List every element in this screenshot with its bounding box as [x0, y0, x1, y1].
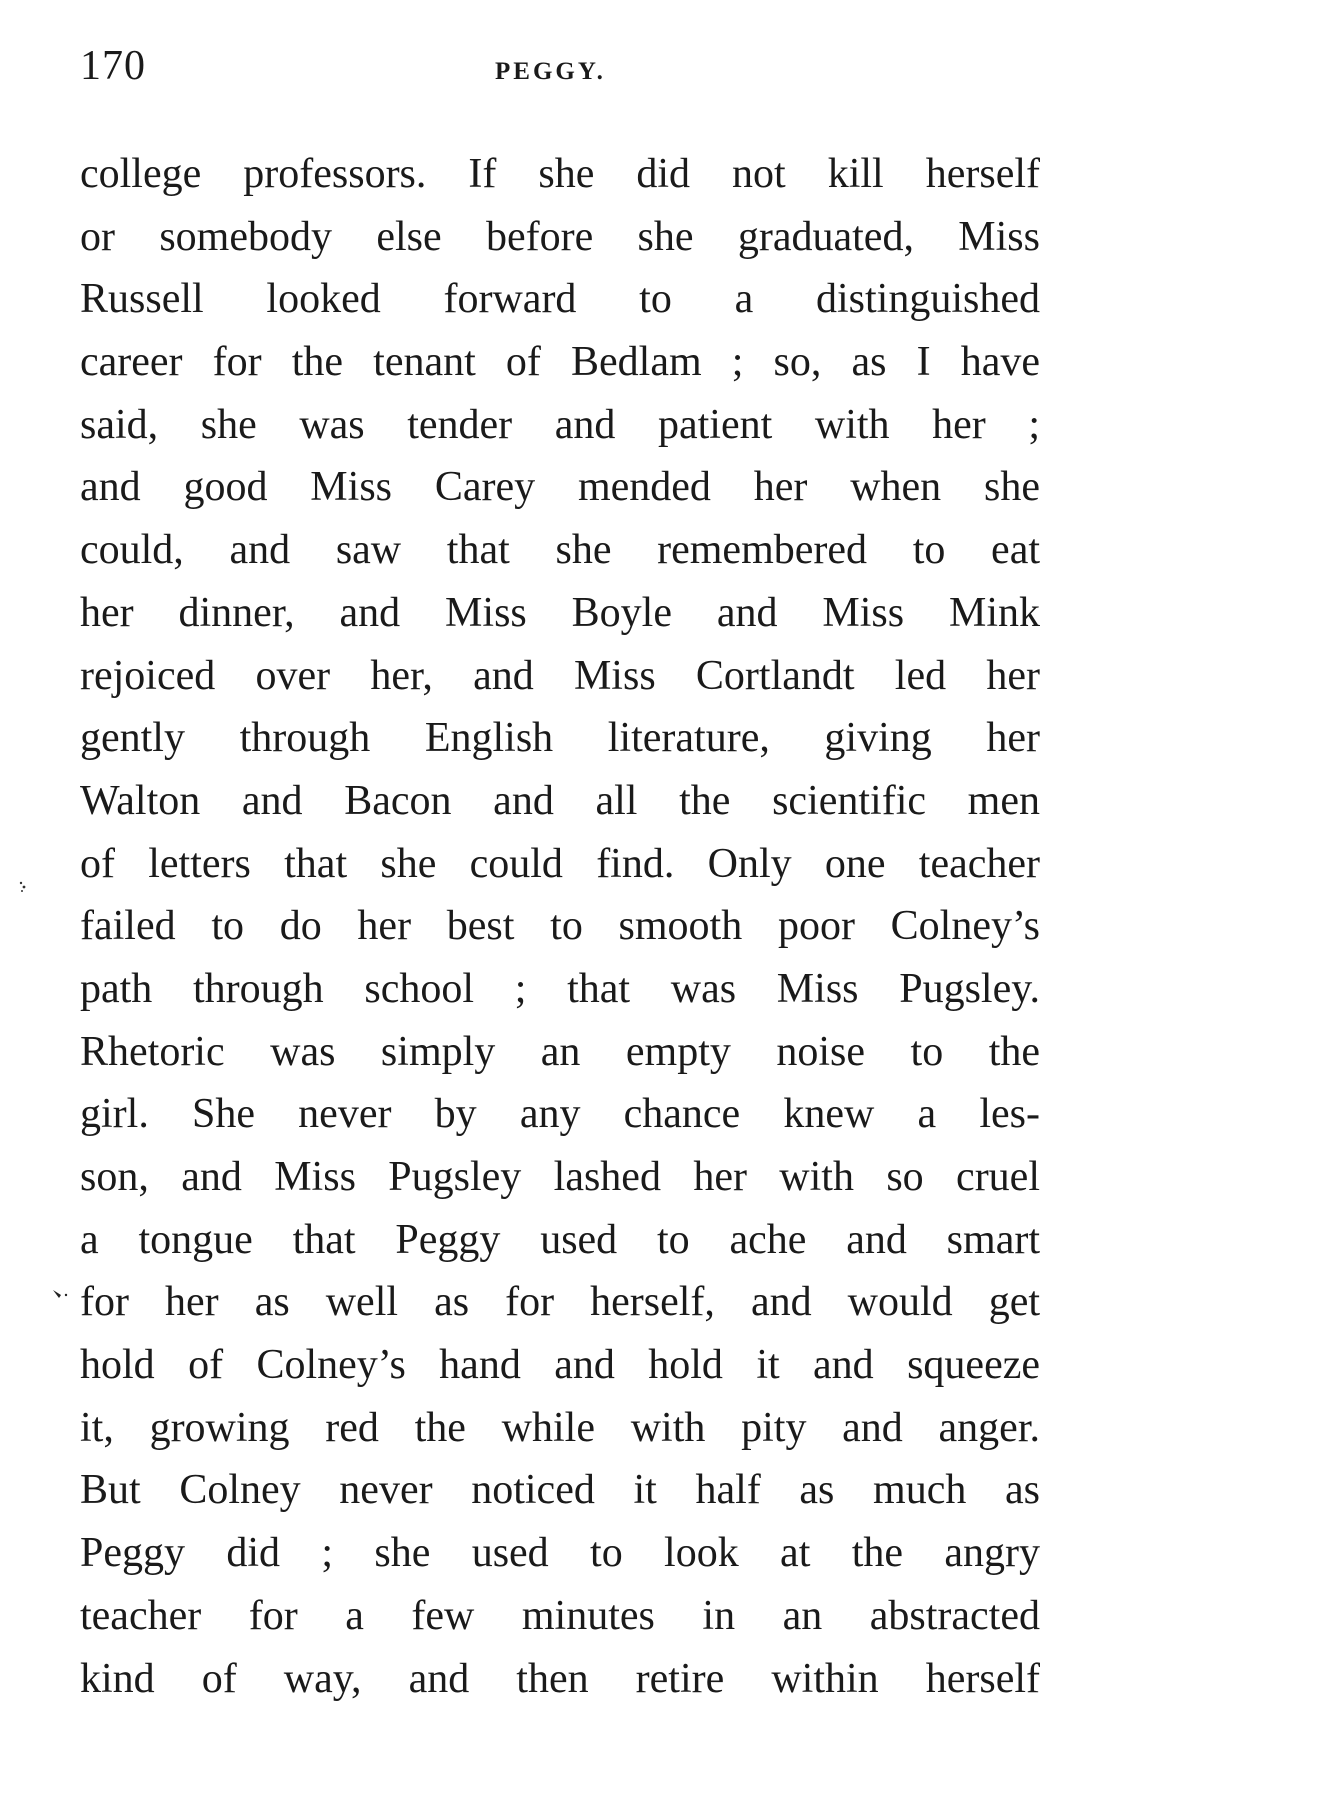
text-line-9: rejoiced over her, and Miss Cortlandt led her	[80, 652, 1040, 699]
text-line-12: of letters that she could find. Only one teacher	[80, 840, 1040, 887]
text-line-10: gently through English literature, giving her	[80, 715, 1040, 762]
text-line-23: Peggy did ; she used to look at the angry	[80, 1530, 1040, 1577]
text-line-14: path through school ; that was Miss Pugsley.	[80, 965, 1040, 1012]
text-line-25: kind of way, and then retire within herself	[80, 1655, 1040, 1702]
running-title: PEGGY.	[495, 58, 606, 85]
ink-speck-mark	[18, 880, 28, 894]
text-line-15: Rhetoric was simply an empty noise to the	[80, 1028, 1040, 1075]
text-line-1: college professors. If she did not kill herself	[80, 151, 1040, 197]
page-number: 170	[80, 43, 146, 89]
text-line-13: failed to do her best to smooth poor Colney’s	[80, 903, 1040, 950]
text-line-22: But Colney never noticed it half as much as	[80, 1467, 1040, 1514]
text-line-3: Russell looked forward to a distinguished	[80, 276, 1040, 323]
running-head	[80, 42, 1040, 102]
text-line-8: her dinner, and Miss Boyle and Miss Mink	[80, 589, 1040, 636]
text-line-16: girl. She never by any chance knew a les-	[80, 1091, 1040, 1138]
text-line-6: and good Miss Carey mended her when she	[80, 464, 1040, 511]
text-line-5: said, she was tender and patient with her ;	[80, 401, 1040, 448]
text-line-2: or somebody else before she graduated, Miss	[80, 213, 1040, 260]
body-text	[80, 143, 1040, 1710]
text-line-11: Walton and Bacon and all the scientific men	[80, 777, 1040, 824]
text-line-4: career for the tenant of Bedlam ; so, as I have	[80, 339, 1040, 386]
text-line-7: could, and saw that she remembered to eat	[80, 527, 1040, 574]
text-line-17: son, and Miss Pugsley lashed her with so cruel	[80, 1154, 1040, 1200]
text-line-19: for her as well as for herself, and would get	[80, 1279, 1040, 1326]
text-line-21: it, growing red the while with pity and anger.	[80, 1404, 1040, 1451]
text-line-18: a tongue that Peggy used to ache and smart	[80, 1216, 1040, 1263]
text-line-24: teacher for a few minutes in an abstracted	[80, 1592, 1040, 1639]
text-line-20: hold of Colney’s hand and hold it and squeeze	[80, 1342, 1040, 1389]
pointer-mark-icon	[52, 1287, 70, 1301]
